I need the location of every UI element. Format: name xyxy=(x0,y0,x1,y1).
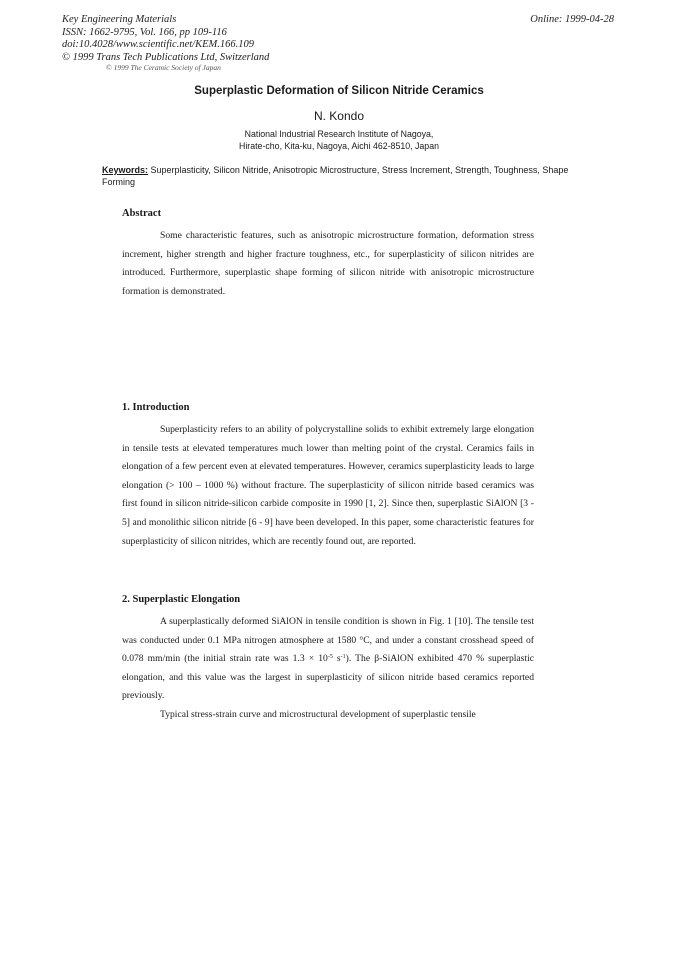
journal-copyright: © 1999 Trans Tech Publications Ltd, Switzerland xyxy=(62,51,270,63)
keywords-label: Keywords: xyxy=(102,165,149,175)
introduction-heading: 1. Introduction xyxy=(122,402,190,413)
affiliation xyxy=(0,128,678,152)
keywords xyxy=(102,164,572,188)
journal-doi: doi:10.4028/www.scientific.net/KEM.166.109 xyxy=(62,39,254,50)
journal-name: Key Engineering Materials xyxy=(62,14,177,25)
journal-header xyxy=(62,14,269,64)
faded-copyright: © 1999 The Ceramic Society of Japan xyxy=(106,63,221,72)
abstract-text: Some characteristic features, such as anisotropic microstructure formation, deformation stress increment, higher strength and higher fracture toughness, etc., for superplasticity of silicon nitrides are introduced. Furthermore, superplastic shape forming of silicon nitride with anisotropic microstructure formation is demonstrated. xyxy=(122,230,534,297)
journal-issn: ISSN: 1662-9795, Vol. 166, pp 109-116 xyxy=(62,26,227,38)
affiliation-line-2: Hirate-cho, Kita-ku, Nagoya, Aichi 462-8510, Japan xyxy=(238,141,439,151)
elongation-paragraph-1: A superplastically deformed SiAlON in tensile condition is shown in Fig. 1 [10]. The tensile test was conducted under 0.1 MPa nitrogen atmosphere at 1580 °C, and under a constant crosshead speed of 0.078 mm/min (the initial strain rate was $1.3 \times 10^{-5}$ $s^{-1}$). The β-SiAlON exhibited 470 % superplastic elongation, and this value was the largest in superplasticity of silicon nitride based ceramics reported previously. xyxy=(122,616,534,702)
introduction-text: Superplasticity refers to an ability of polycrystalline solids to exhibit extremely large elongation in tensile tests at elevated temperatures much lower than melting point of the crystal. Ceramics fails in elongation of a few percent even at elevated temperatures. However, ceramics superplasticity leads to large elongation (> 100 – 1000 %) without fracture. The superplasticity of silicon nitride based ceramics was first found in silicon nitride-silicon carbide composite in 1990 [1, 2]. Since then, superplastic SiAlON [3 - 5] and monolithic silicon nitride [6 - 9] have been developed. In this paper, some characteristic features for superplasticity of silicon nitrides, which are recently found out, are reported. xyxy=(122,424,534,547)
author-name: N. Kondo xyxy=(313,109,365,123)
paper-title: Superplastic Deformation of Silicon Nitride Ceramics xyxy=(194,85,484,97)
elongation-paragraph-2: Typical stress-strain curve and microstructural development of superplastic tensile xyxy=(160,709,476,720)
online-date: Online: 1999-04-28 xyxy=(530,14,614,25)
superscript-exponent-1: -5 xyxy=(327,654,333,661)
abstract-heading: Abstract xyxy=(122,208,162,219)
affiliation-line-1: National Industrial Research Institute of Nagoya, xyxy=(244,129,434,139)
superscript-exponent-2: -1 xyxy=(340,654,346,661)
elongation-heading: 2. Superplastic Elongation xyxy=(122,594,241,605)
keywords-text: Superplasticity, Silicon Nitride, Anisotropic Microstructure, Stress Increment, Strength, Toughness, Shape Forming xyxy=(102,165,569,187)
